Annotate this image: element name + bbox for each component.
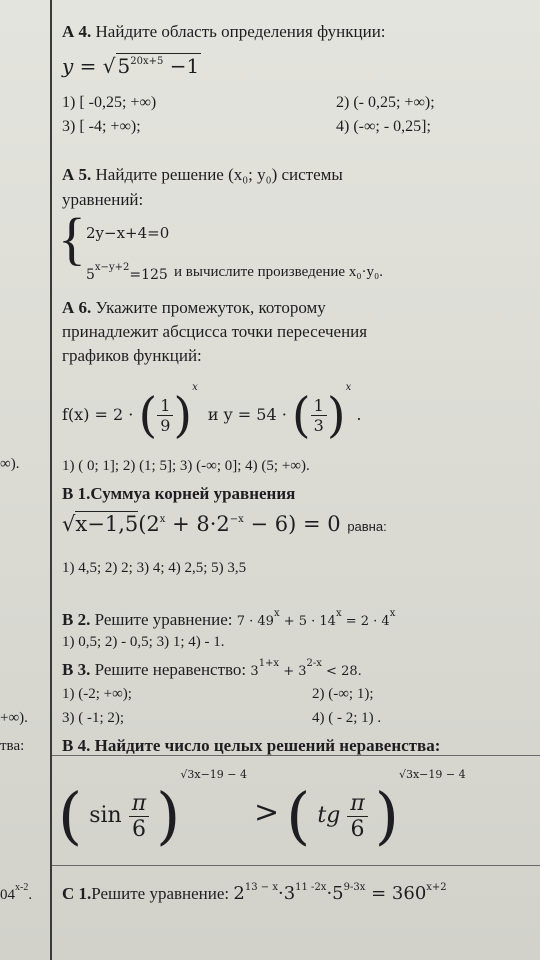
- column-divider: [50, 0, 52, 960]
- b3-option-3: 3) ( -1; 2);: [62, 710, 125, 726]
- a4-heading: [62, 22, 386, 42]
- a6-options: 1) ( 0; 1]; 2) (1; 5]; 3) (-∞; 0]; 4) (5; +∞).: [62, 458, 310, 474]
- b3-option-1: 1) (-2; +∞);: [62, 686, 132, 702]
- b1-equation: $√x-1,5(2^x + 8\cdot 2^{-x} - 6) = 0$ равна:: [62, 512, 387, 536]
- b2-equation: $7 \cdot 49^x + 5 \cdot 14^x = 2 \cdot 4^x$: [236, 608, 396, 629]
- a6-question-line1: Укажите промежуток, которому: [95, 298, 326, 317]
- b3-number: В 3.: [62, 660, 91, 679]
- b1-options: 1) 4,5; 2) 2; 3) 4; 4) 2,5; 5) 3,5: [62, 560, 247, 576]
- a6-heading: [62, 298, 326, 318]
- a4-option-2: 2) (- 0,25; +∞);: [336, 94, 435, 111]
- a5-equation-1: 2y−x+4=0: [86, 224, 170, 242]
- sqrt-icon: √: [62, 512, 76, 536]
- b2-number: В 2.: [62, 610, 91, 629]
- left-fragment-1: ∞).: [0, 456, 20, 472]
- a5-question-line2: уравнений:: [62, 190, 144, 209]
- c1-number: С 1.: [62, 884, 92, 903]
- a5-number: А 5.: [62, 165, 92, 184]
- system-brace-icon: {: [58, 206, 86, 271]
- a4-option-3: 3) [ -4; +∞);: [62, 118, 141, 135]
- a4-question: Найдите область определения функции:: [95, 22, 386, 41]
- a5-question-line1: Найдите решение (x₀; y₀) системы: [95, 165, 343, 184]
- left-fragment-2: +∞).: [0, 710, 28, 726]
- b4-question: Найдите число целых решений неравенства:: [94, 736, 441, 755]
- b4-inequality: ( sin $\frac{\pi}{6}$ )$^{√3x-19 - 4}$ > ( tg $\frac{\pi}{6}$ )$^{√3x-19 - 4}$: [58, 768, 466, 852]
- b3-option-2: 2) (-∞; 1);: [312, 686, 374, 702]
- sqrt-icon: √: [102, 54, 116, 78]
- a4-number: А 4.: [62, 22, 92, 41]
- a4-option-4: 4) (-∞; - 0,25];: [336, 118, 431, 135]
- a5-tail: и вычислите произведение x₀·y₀.: [174, 264, 384, 280]
- b1-number: В 1.: [62, 484, 91, 503]
- a6-functions: f(x) = 2 · ( $\frac{1}{9}$ )$^x$ и y = 54 · ( $\frac{1}{3}$ )$^x$ .: [62, 382, 362, 444]
- b2-question: Решите уравнение:: [94, 610, 233, 629]
- problems-column: [58, 0, 540, 960]
- a4-formula: y = √ $5^{20x+5} -1$: [62, 54, 200, 78]
- b3-inequality: $3^{1+x} + 3^{2-x} < 28$.: [250, 658, 362, 679]
- b2-options: 1) 0,5; 2) - 0,5; 3) 1; 4) - 1.: [62, 634, 225, 650]
- a5-heading: [62, 165, 343, 185]
- c1-heading: [62, 882, 447, 904]
- left-fragment-4: 04$^{x-2}$.: [0, 882, 33, 903]
- b1-heading: [62, 484, 295, 504]
- a6-question-line2: принадлежит абсцисса точки пересечения: [62, 322, 368, 341]
- left-column-fragments: [0, 0, 50, 960]
- a4-option-1: 1) [ -0,25; +∞): [62, 94, 157, 111]
- c1-equation: $2^{13 - x}\cdot 3^{11 -2x}\cdot 5^{9-3x} = 360^{x+2}$: [233, 882, 447, 904]
- b3-question: Решите неравенство:: [94, 660, 247, 679]
- b4-heading: [62, 736, 440, 756]
- b3-heading: [62, 658, 362, 680]
- c1-question: Решите уравнение:: [91, 884, 230, 903]
- a6-question-line3: графиков функций:: [62, 346, 202, 365]
- left-fragment-3: тва:: [0, 738, 25, 754]
- b1-question: Суммуа корней уравнения: [90, 484, 296, 503]
- b3-option-4: 4) ( - 2; 1) .: [312, 710, 382, 726]
- b4-number: В 4.: [62, 736, 91, 755]
- a6-number: А 6.: [62, 298, 92, 317]
- a5-equation-2: $5^{x-y+2}=125$: [86, 262, 168, 283]
- b2-heading: [62, 608, 395, 630]
